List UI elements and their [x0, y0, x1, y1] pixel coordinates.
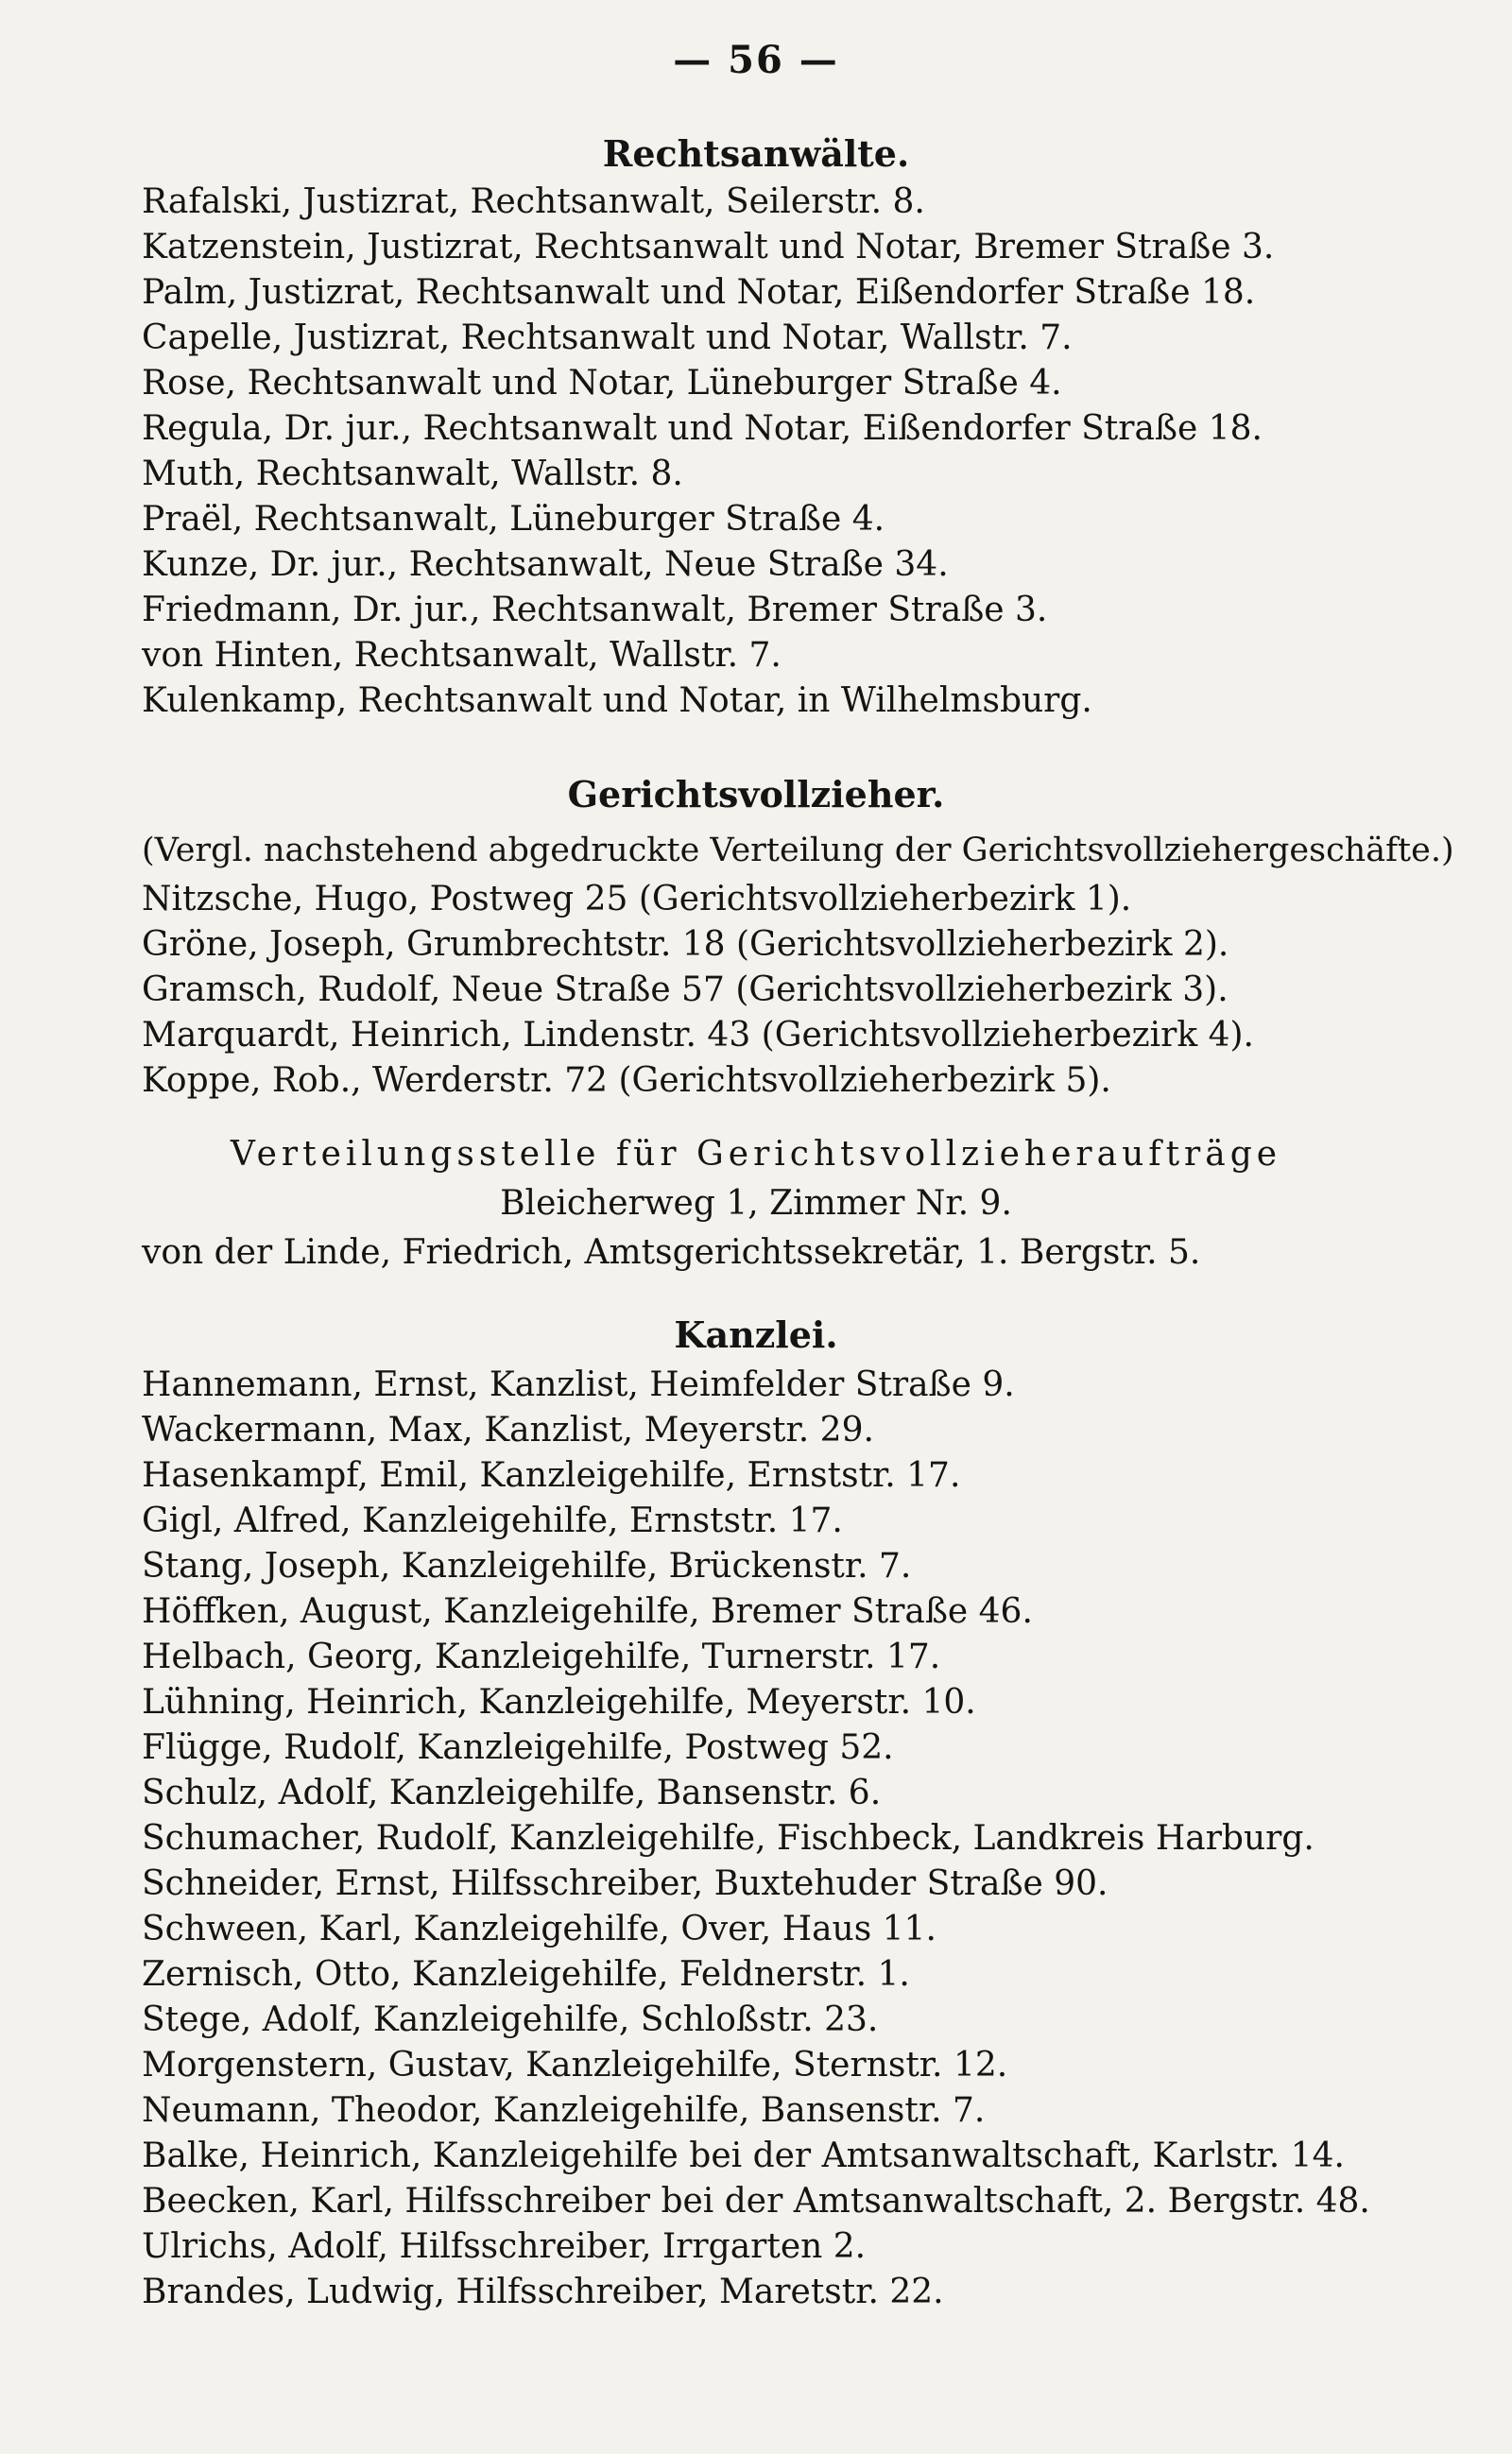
- list-item: Gigl, Alfred, Kanzleigehilfe, Ernststr. 17.: [142, 1502, 843, 1540]
- list-item: Schween, Karl, Kanzleigehilfe, Over, Haus 11.: [142, 1910, 936, 1948]
- list-item: Ulrichs, Adolf, Hilfsschreiber, Irrgarten 2.: [142, 2227, 867, 2266]
- list-item: von Hinten, Rechtsanwalt, Wallstr. 7.: [142, 636, 782, 675]
- list-item: Wackermann, Max, Kanzlist, Meyerstr. 29.: [142, 1411, 874, 1450]
- list-item: Balke, Heinrich, Kanzleigehilfe bei der Amtsanwaltschaft, Karlstr. 14.: [142, 2137, 1345, 2175]
- section-heading-rechtsanwaelte: Rechtsanwälte.: [602, 132, 910, 175]
- section-heading-gerichtsvollzieher: Gerichtsvollzieher.: [567, 773, 945, 815]
- list-item: Lühning, Heinrich, Kanzleigehilfe, Meyerstr. 10.: [142, 1683, 976, 1722]
- list-item: Brandes, Ludwig, Hilfsschreiber, Maretstr. 22.: [142, 2273, 944, 2311]
- list-item: Muth, Rechtsanwalt, Wallstr. 8.: [142, 455, 683, 493]
- verteilungsstelle-address: Bleicherweg 1, Zimmer Nr. 9.: [500, 1184, 1012, 1223]
- list-item: Gröne, Joseph, Grumbrechtstr. 18 (Gerichtsvollzieherbezirk 2).: [142, 925, 1229, 964]
- list-item: Hasenkampf, Emil, Kanzleigehilfe, Ernststr. 17.: [142, 1456, 961, 1495]
- list-item: Katzenstein, Justizrat, Rechtsanwalt und Notar, Bremer Straße 3.: [142, 228, 1275, 266]
- list-item: Höffken, August, Kanzleigehilfe, Bremer Straße 46.: [142, 1592, 1033, 1631]
- list-item: Nitzsche, Hugo, Postweg 25 (Gerichtsvollzieherbezirk 1).: [142, 880, 1132, 918]
- list-item: Schulz, Adolf, Kanzleigehilfe, Bansenstr. 6.: [142, 1774, 882, 1812]
- list-item: Praël, Rechtsanwalt, Lüneburger Straße 4.: [142, 500, 885, 539]
- list-item: Rose, Rechtsanwalt und Notar, Lüneburger Straße 4.: [142, 364, 1062, 403]
- list-item: Zernisch, Otto, Kanzleigehilfe, Feldnerstr. 1.: [142, 1955, 910, 1994]
- list-item: Helbach, Georg, Kanzleigehilfe, Turnerstr. 17.: [142, 1638, 941, 1676]
- verteilungsstelle-title: Verteilungsstelle für Gerichtsvollzieheraufträge: [230, 1135, 1282, 1174]
- list-item: Kunze, Dr. jur., Rechtsanwalt, Neue Straße 34.: [142, 545, 949, 584]
- page-number: — 56 —: [673, 38, 839, 82]
- list-item: Regula, Dr. jur., Rechtsanwalt und Notar, Eißendorfer Straße 18.: [142, 409, 1263, 448]
- list-item: Neumann, Theodor, Kanzleigehilfe, Bansenstr. 7.: [142, 2091, 986, 2130]
- gerichtsvollzieher-list: [142, 877, 1399, 1104]
- list-item: Stege, Adolf, Kanzleigehilfe, Schloßstr. 23.: [142, 2000, 879, 2039]
- list-item: Morgenstern, Gustav, Kanzleigehilfe, Sternstr. 12.: [142, 2046, 1008, 2085]
- kanzlei-list: [142, 1363, 1399, 2315]
- gerichtsvollzieher-note: (Vergl. nachstehend abgedruckte Verteilung der Gerichtsvollziehergeschäfte.): [142, 832, 1454, 869]
- list-item: Schumacher, Rudolf, Kanzleigehilfe, Fischbeck, Landkreis Harburg.: [142, 1819, 1314, 1858]
- list-item: Capelle, Justizrat, Rechtsanwalt und Notar, Wallstr. 7.: [142, 318, 1073, 357]
- list-item: Hannemann, Ernst, Kanzlist, Heimfelder Straße 9.: [142, 1365, 1015, 1404]
- list-item: Koppe, Rob., Werderstr. 72 (Gerichtsvollzieherbezirk 5).: [142, 1061, 1111, 1100]
- list-item: Kulenkamp, Rechtsanwalt und Notar, in Wilhelmsburg.: [142, 681, 1092, 720]
- list-item: Marquardt, Heinrich, Lindenstr. 43 (Gerichtsvollzieherbezirk 4).: [142, 1016, 1254, 1055]
- list-item: Stang, Joseph, Kanzleigehilfe, Brückenstr. 7.: [142, 1547, 912, 1586]
- list-item: Palm, Justizrat, Rechtsanwalt und Notar, Eißendorfer Straße 18.: [142, 273, 1256, 312]
- verteilungsstelle-person: von der Linde, Friedrich, Amtsgerichtssekretär, 1. Bergstr. 5.: [142, 1233, 1201, 1272]
- list-item: Flügge, Rudolf, Kanzleigehilfe, Postweg 52.: [142, 1728, 894, 1767]
- rechtsanwaelte-list: [142, 180, 1399, 724]
- list-item: Gramsch, Rudolf, Neue Straße 57 (Gerichtsvollzieherbezirk 3).: [142, 970, 1228, 1009]
- list-item: Beecken, Karl, Hilfsschreiber bei der Amtsanwaltschaft, 2. Bergstr. 48.: [142, 2182, 1370, 2221]
- list-item: Schneider, Ernst, Hilfsschreiber, Buxtehuder Straße 90.: [142, 1864, 1108, 1903]
- list-item: Friedmann, Dr. jur., Rechtsanwalt, Bremer Straße 3.: [142, 591, 1048, 629]
- section-heading-kanzlei: Kanzlei.: [674, 1313, 838, 1356]
- list-item: Rafalski, Justizrat, Rechtsanwalt, Seilerstr. 8.: [142, 182, 925, 221]
